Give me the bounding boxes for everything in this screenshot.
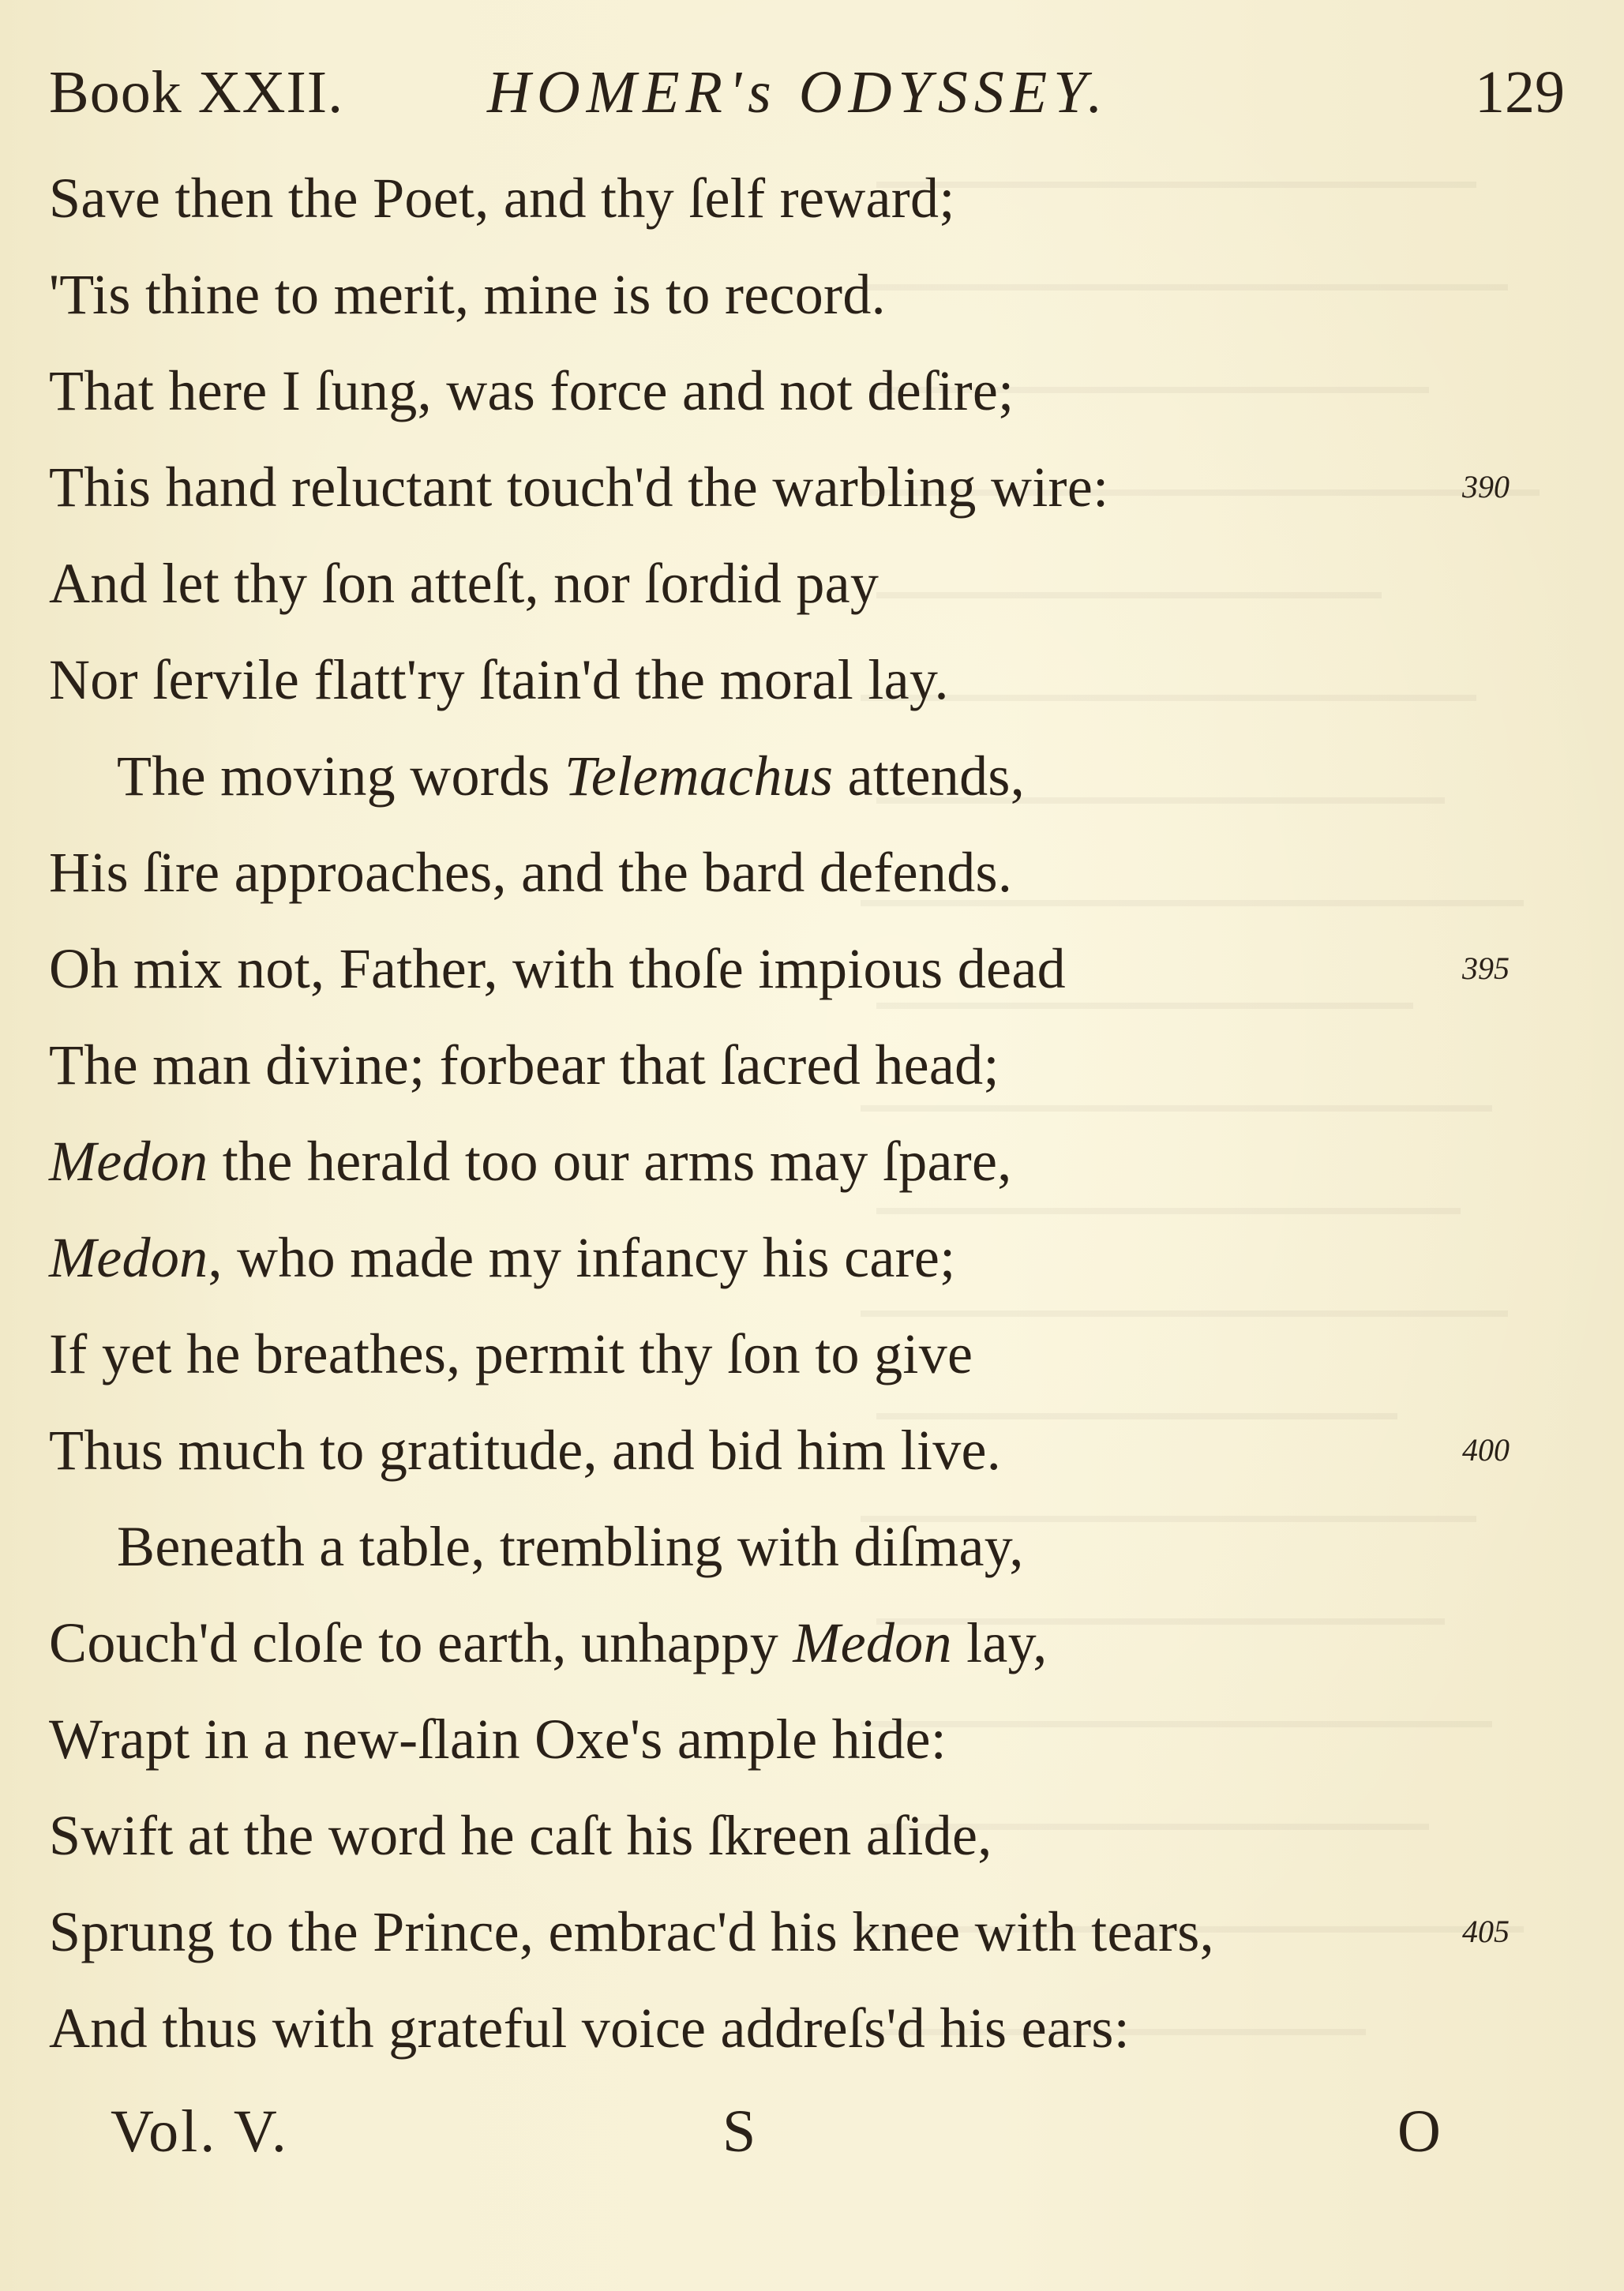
verse-line <box>117 1498 1024 1595</box>
verse-line <box>49 1691 947 1787</box>
verse-segment: , who made my infancy his care; <box>208 1226 956 1289</box>
verse-segment: Couch'd cloſe to earth, unhappy <box>49 1611 793 1674</box>
verse-line <box>49 1884 1214 1980</box>
page-footer <box>0 2088 1624 2175</box>
verse-line <box>49 1402 1001 1498</box>
verse-segment: His ſire approaches, and the bard defends. <box>49 841 1013 904</box>
verse-line <box>49 824 1012 921</box>
verse-segment: And let thy ſon atteſt, nor ſordid pay <box>49 552 880 615</box>
line-number: 390 <box>1462 469 1510 504</box>
verse-segment: That here I ſung, was force and not deſire; <box>49 359 1015 422</box>
verse-line <box>117 728 1025 824</box>
catchword: O <box>1397 2098 1441 2165</box>
signature-mark: S <box>722 2098 756 2165</box>
verse-segment: Oh mix not, Father, with thoſe impious dead <box>49 937 1066 1000</box>
verse-line <box>49 1787 992 1884</box>
volume-label: Vol. V. <box>111 2098 289 2165</box>
running-title: HOMER's ODYSSEY. <box>487 59 1109 126</box>
line-number: 400 <box>1462 1432 1510 1468</box>
verse-segment: 'Tis thine to merit, mine is to record. <box>49 263 886 326</box>
italic-name: Medon <box>49 1226 208 1289</box>
verse-line <box>49 1980 1130 2076</box>
verse-line <box>49 150 955 246</box>
verse-line <box>49 1209 955 1306</box>
book-label: Book XXII. <box>49 59 344 126</box>
verse-segment: the herald too our arms may ſpare, <box>208 1130 1012 1193</box>
line-number: 405 <box>1462 1914 1510 1949</box>
page-number: 129 <box>1475 59 1565 126</box>
verse-line <box>49 632 949 728</box>
verse-segment: lay, <box>951 1611 1048 1674</box>
verse-line <box>49 439 1108 535</box>
verse-segment: The man divine; forbear that ſacred head; <box>49 1033 1000 1097</box>
verse-line <box>49 343 1014 439</box>
verse-line <box>49 246 886 343</box>
verse-segment: Wrapt in a new-ſlain Oxe's ample hide: <box>49 1708 947 1771</box>
verse-segment: Nor ſervile flatt'ry ſtain'd the moral lay. <box>49 648 949 711</box>
verse-line <box>49 1113 1012 1209</box>
verse-segment: This hand reluctant touch'd the warbling wire: <box>49 456 1109 519</box>
verse-segment: And thus with grateful voice addreſs'd his ears: <box>49 1997 1131 2060</box>
italic-name: Telemachus <box>564 744 834 808</box>
verse-line <box>49 1017 1000 1113</box>
verse-segment: Save then the Poet, and thy ſelf reward; <box>49 167 955 230</box>
verse-segment: If yet he breathes, permit thy ſon to give <box>49 1322 973 1385</box>
line-number: 395 <box>1462 951 1510 986</box>
verse-segment: Beneath a table, trembling with diſmay, <box>117 1515 1024 1578</box>
verse-line <box>49 1595 1048 1691</box>
running-header <box>49 49 1565 136</box>
verse-segment: Swift at the word he caſt his ſkreen aſide, <box>49 1804 992 1867</box>
verse-line <box>49 1306 973 1402</box>
verse-segment: attends, <box>833 744 1026 808</box>
verse-line <box>49 921 1066 1017</box>
verse-line <box>49 535 879 632</box>
verse-segment: Thus much to gratitude, and bid him live. <box>49 1419 1002 1482</box>
italic-name: Medon <box>49 1130 208 1193</box>
italic-name: Medon <box>793 1611 952 1674</box>
verse-segment: The moving words <box>117 744 565 808</box>
verse-segment: Sprung to the Prince, embrac'd his knee with tears, <box>49 1900 1214 1963</box>
